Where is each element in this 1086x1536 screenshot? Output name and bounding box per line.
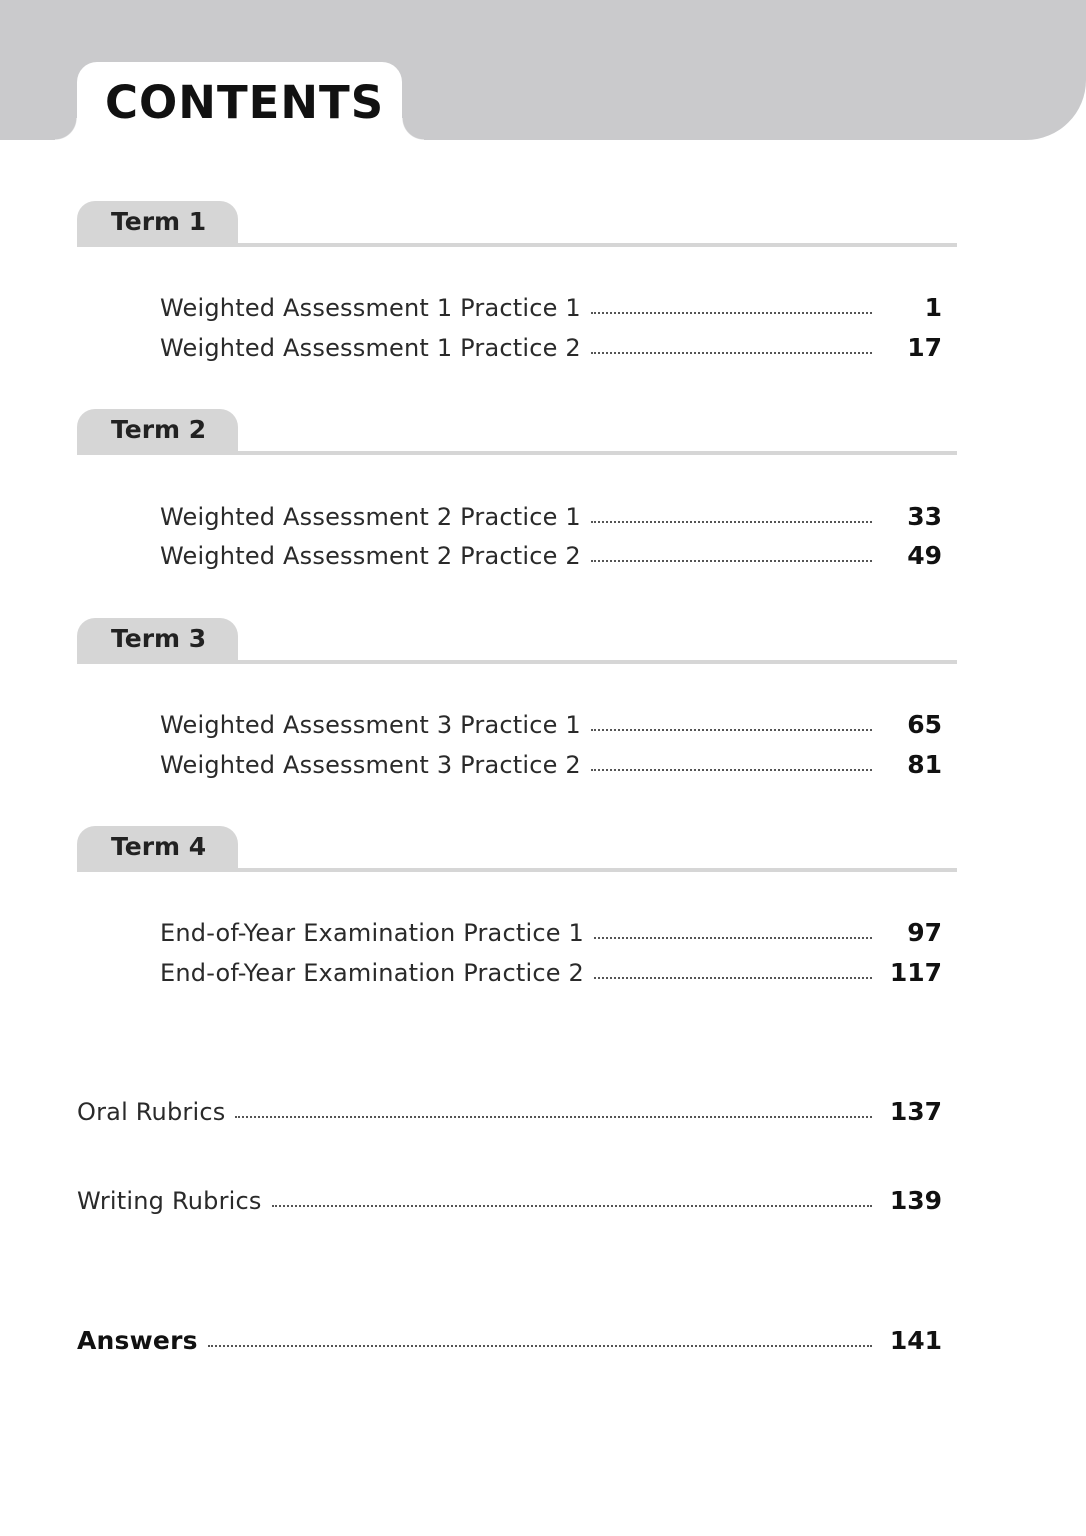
toc-entry-answers[interactable] [77,1326,942,1362]
term-label: Term 4 [111,832,207,861]
term-2-header [77,409,957,455]
toc-entry-title: Weighted Assessment 1 Practice 2 [160,334,581,362]
toc-entry-title: Oral Rubrics [77,1098,226,1126]
term-divider [238,660,957,664]
toc-page-number: 81 [907,750,942,779]
toc-entry[interactable] [160,958,942,994]
toc-entry[interactable] [160,918,942,954]
toc-entry-writing-rubrics[interactable] [77,1186,942,1222]
dot-leader [594,929,872,939]
dot-leader [235,1108,872,1118]
tab-corner-right [402,118,424,140]
term-label: Term 3 [111,624,207,653]
toc-page-number: 139 [889,1186,942,1215]
term-label: Term 1 [111,207,207,236]
dot-leader [591,721,872,731]
dot-leader [591,552,872,562]
dot-leader [591,513,872,523]
term-tab [77,201,238,247]
page-title: CONTENTS [105,76,385,129]
toc-entry[interactable] [160,502,942,538]
toc-page-number: 1 [924,293,942,322]
toc-entry-title: End-of-Year Examination Practice 2 [160,959,584,987]
toc-entry-title: Writing Rubrics [77,1187,262,1215]
toc-entry[interactable] [160,333,942,369]
term-tab [77,826,238,872]
toc-entry-title: Weighted Assessment 3 Practice 2 [160,751,581,779]
term-tab [77,618,238,664]
toc-entry-title: Answers [77,1326,198,1355]
dot-leader [208,1337,872,1347]
toc-page-number: 137 [889,1097,942,1126]
term-4-header [77,826,957,872]
term-tab [77,409,238,455]
term-3-header [77,618,957,664]
term-label: Term 2 [111,415,207,444]
toc-entry-title: End-of-Year Examination Practice 1 [160,919,584,947]
toc-entry-oral-rubrics[interactable] [77,1097,942,1133]
toc-entry[interactable] [160,750,942,786]
dot-leader [591,344,872,354]
dot-leader [591,304,872,314]
toc-entry[interactable] [160,541,942,577]
toc-entry-title: Weighted Assessment 2 Practice 2 [160,542,581,570]
term-1-header [77,201,957,247]
toc-page-number: 141 [889,1326,942,1355]
title-tab [77,62,402,152]
term-divider [238,243,957,247]
toc-entry[interactable] [160,710,942,746]
toc-entry-title: Weighted Assessment 2 Practice 1 [160,503,581,531]
dot-leader [591,761,872,771]
toc-page-number: 97 [907,918,942,947]
toc-page-number: 65 [907,710,942,739]
tab-corner-left [55,118,77,140]
toc-entry-title: Weighted Assessment 3 Practice 1 [160,711,581,739]
toc-page-number: 49 [907,541,942,570]
toc-entry-title: Weighted Assessment 1 Practice 1 [160,294,581,322]
toc-entry[interactable] [160,293,942,329]
dot-leader [594,969,872,979]
term-divider [238,451,957,455]
toc-page-number: 33 [907,502,942,531]
toc-page-number: 17 [907,333,942,362]
dot-leader [272,1197,872,1207]
term-divider [238,868,957,872]
toc-page-number: 117 [889,958,942,987]
